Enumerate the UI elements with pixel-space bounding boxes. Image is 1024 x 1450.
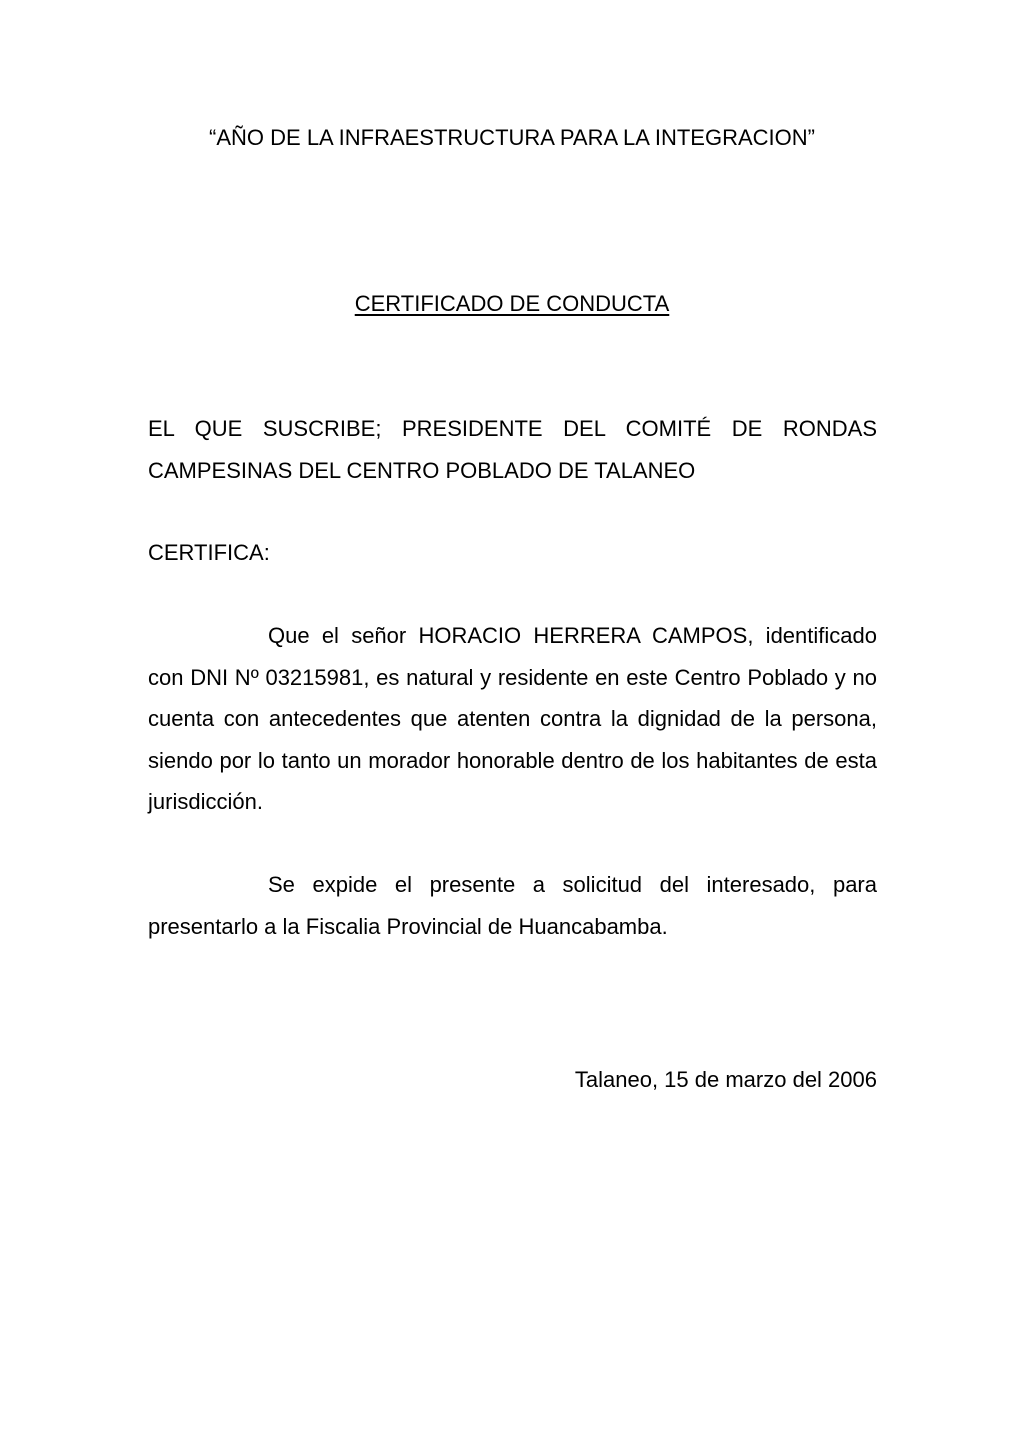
body-paragraph-2: Se expide el presente a solicitud del interesado, para presentarlo a la Fiscalia Provincial de Huancabamba.: [148, 872, 877, 939]
document-title-text: CERTIFICADO DE CONDUCTA: [354, 291, 670, 316]
intro-paragraph: EL QUE SUSCRIBE; PRESIDENTE DEL COMITÉ DE RONDAS CAMPESINAS DEL CENTRO POBLADO DE TALANEO: [148, 416, 877, 483]
certifica-label: CERTIFICA:: [148, 540, 270, 565]
year-motto: “AÑO DE LA INFRAESTRUCTURA PARA LA INTEGRACION”: [209, 125, 815, 150]
document-title: [0, 284, 1024, 324]
body-paragraph-1: Que el señor HORACIO HERRERA CAMPOS, identificado con DNI Nº 03215981, es natural y residente en este Centro Poblado y no cuenta con antecedentes que atenten contra la dignidad de la persona, siendo por lo tanto un morador honorable dentro de los habitantes de esta jurisdicción.: [148, 623, 877, 814]
date-line: Talaneo, 15 de marzo del 2006: [574, 1067, 877, 1092]
